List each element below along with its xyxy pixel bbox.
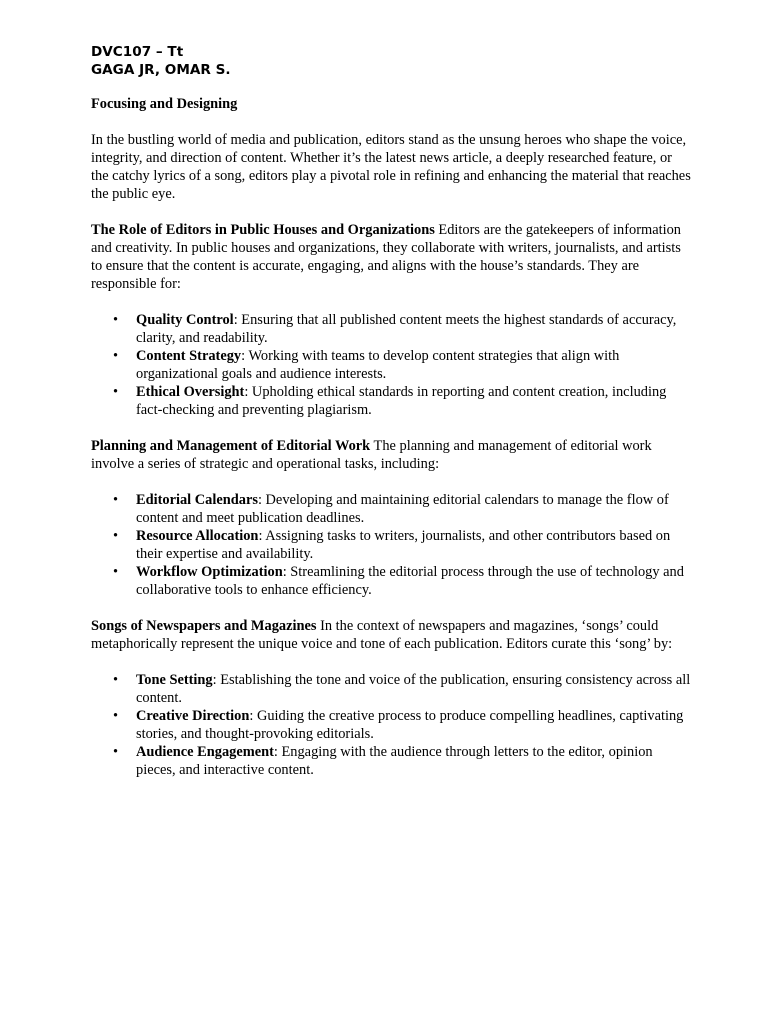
section-text: In the context of newspapers and magazines, ‘songs’ could metaphorically represent the unique voice and tone of each publication. Editors curate this ‘song’ by: [91,618,673,652]
section-heading: The Role of Editors in Public Houses and Organizations [91,222,435,238]
bullet-icon: • [113,492,119,508]
bullet-icon: • [113,384,119,400]
list-item [113,311,691,347]
bullet-list-planning-tasks [91,491,691,599]
document-page [91,43,691,779]
bullet-icon: • [113,348,119,364]
bullet-icon: • [113,564,119,580]
list-item [113,707,691,743]
item-description: : Upholding ethical standards in reporting and content creation, including fact-checking and preventing plagiarism. [136,384,667,418]
item-term: Tone Setting [136,672,213,688]
list-item [113,527,691,563]
item-description: : Engaging with the audience through letters to the editor, opinion pieces, and interactive content. [136,744,653,778]
item-description: : Streamlining the editorial process through the use of technology and collaborative tools to enhance efficiency. [136,564,684,598]
section-heading: Songs of Newspapers and Magazines [91,618,317,634]
bullet-icon: • [113,744,119,760]
item-term: Audience Engagement [136,744,274,760]
section-heading: Planning and Management of Editorial Work [91,438,371,454]
bullet-icon: • [113,312,119,328]
list-item [113,347,691,383]
item-description: : Assigning tasks to writers, journalists, and other contributors based on their expertise and availability. [136,528,671,562]
list-item [113,563,691,599]
section-paragraph-editors-role [91,221,691,293]
bullet-icon: • [113,708,119,724]
item-description: : Working with teams to develop content strategies that align with organizational goals and audience interests. [136,348,620,382]
course-code: DVC107 – Tt [91,44,184,60]
item-description: : Establishing the tone and voice of the publication, ensuring consistency across all content. [136,672,691,706]
item-description: : Guiding the creative process to produce compelling headlines, captivating stories, and thought-provoking editorials. [136,708,684,742]
section-text: Editors are the gatekeepers of information and creativity. In public houses and organizations, they collaborate with writers, journalists, and artists to ensure that the content is accurate, engaging, and aligns with the house’s standards. They are responsible for: [91,222,681,292]
section-paragraph-songs [91,617,691,653]
document-title: Focusing and Designing [91,96,238,112]
list-item [113,743,691,779]
section-text: The planning and management of editorial work involve a series of strategic and operational tasks, including: [91,438,652,472]
bullet-list-song-curation [91,671,691,779]
item-term: Resource Allocation [136,528,259,544]
author-name: GAGA JR, OMAR S. [91,62,231,78]
item-term: Content Strategy [136,348,242,364]
item-term: Ethical Oversight [136,384,245,400]
intro-paragraph: In the bustling world of media and publication, editors stand as the unsung heroes who shape the voice, integrity, and direction of content. Whether it’s the latest news article, a deeply researched feature, or the catchy lyrics of a song, editors play a pivotal role in refining and enhancing the material that reaches the public eye. [91,132,691,202]
item-description: : Ensuring that all published content meets the highest standards of accuracy, clarity, and readability. [136,312,677,346]
item-term: Editorial Calendars [136,492,258,508]
list-item [113,383,691,419]
item-term: Workflow Optimization [136,564,283,580]
item-term: Quality Control [136,312,234,328]
bullet-icon: • [113,672,119,688]
bullet-icon: • [113,528,119,544]
list-item [113,671,691,707]
item-term: Creative Direction [136,708,250,724]
bullet-list-responsibilities [91,311,691,419]
item-description: : Developing and maintaining editorial calendars to manage the flow of content and meet publication deadlines. [136,492,669,526]
section-paragraph-planning [91,437,691,473]
list-item [113,491,691,527]
